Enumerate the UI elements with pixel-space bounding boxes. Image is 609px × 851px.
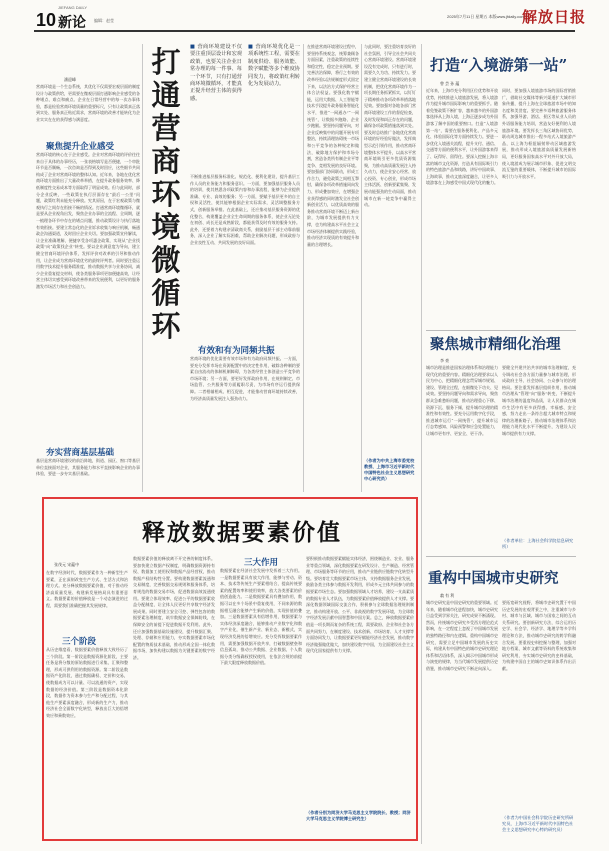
section-editor: 编辑：赵莹 [94,18,114,23]
newspaper-logo: 解放日报 [522,8,587,26]
feature-subhead-2: 三大作用 [244,557,279,567]
masthead-rule [34,30,575,32]
top-article-dek-left: ■ 营商环境建设不仅要注重顶层设计和宏观政策，也要关注企业日常办理的每一件事、每一个环节，只有打通营商环境微循环，才能真正提升经营主体的获得感。 [190,44,242,102]
top-article-text-7: 与此同时，要注重培育良好的社会氛围，引导全社会共同关心营商环境建设。营商环境建设没有完成时，只有进行时，需要久久为功、持续发力。要建立健全营商环境建设的长效机制，把优化营商环境作为一项长期任务抓紧抓实，以钉钉子精神推动各项改革举措落地见效。要加强对各地各部门营商环境建设工作的督促检查，及时发现和纠正存在的问题，确保各项政策措施落到实处。要及时总结推广各地优化营商环境的好经验好做法，发挥典型示范引领作用，推动营商环境整体水平提升，以高水平营商环境吸引更多优质资源集聚，为推动高质量发展注入持久动力，使企业安心经营、放心投资、专心创业，形成市场主体活跃、创新要素集聚、发展动能强劲的生动局面，推动城市在新一轮竞争中赢得主动。 [364,44,416,208]
subhead-2: 夯实营商基层基础 [46,447,115,457]
top-article-dek-right: ■ 营商环境优化是一项系统性工程，需要在制度供给、服务效能、数字赋能等多个维度协同发力，将政策红利转化为发展动力。 [248,44,300,88]
masthead [0,0,609,34]
feature-text-3: 数据要素价值的释放离不开完善的制度体系。要加快建立数据产权制度，明确数据资源持有权、数据加工使用权和数据产品经营权，推动数据产权结构性分置。要构建数据要素流通和交易制度，完善数据交易规则和服务体系，培育规范的数据交易市场，促进数据高效流通使用。要建立体现效率、促进公平的数据要素收益分配制度，让全体人民更好共享数字经济发展成果。同时要建立安全可控、弹性包容的数据要素治理制度，筑牢数据安全保障防线，在保障安全的前提下促进数据开发利用。此外，还应加强数据基础设施建设，提升数据汇聚、处理、存储和应用能力，夯实数据要素市场化配置的物质技术基础，推动形成全国一体化数据市场，加快构建以数据为关键要素的数字经济。 [133,556,215,660]
feature-text-1: 在数字经济时代，数据要素作为一种新型生产要素，正在深刻改变生产方式、生活方式和治理方式。充分释放数据要素价值，对于推动经济高质量发展、构建新发展格局具有重要意义。数据要素的价值释放是一个动态演进的过程，需要我们准确把握其发展规律。 [46,570,128,608]
page-number: 10 [36,10,57,30]
right-top-text-2: 同时，要加强入境旅游市场的国际营销推广，借助社交媒体等新兴渠道扩大城市形象传播，提升上海在全球旅游市场中的知名度和美誉度。要完善多语种旅游服务体系，加强导游、酒店、景区等从业人员的外语服务能力培训，营造友好便利的入境旅游环境。要发挥长三角区域协同优势，联动周边城市推出一程多站式入境旅游产品，以上海为枢纽辐射带动区域旅游发展，推动形成入境旅游高质量发展新格局，更好服务国家高水平对外开放大局，使入境游成为展示城市形象、促进文明交流互鉴的重要载体，不断提升城市的国际吸引力与开放水平。 [502,88,576,179]
right-bottom-text-2: 要拓宽研究视野，将城市史研究置于中国历史发展的宏观背景之中，注重城市与乡村、城市与区域、城市与国家之间的互动关系研究。要创新研究方法，综合运用历史学、社会学、经济学、地理学等多学科理论和方法，推动城市史研究的跨学科融合发展。要重视史料挖掘与整理，加强对地方档案、城市文献等资料的系统收集和研究利用，夯实城市史研究的史料基础，为构建中国自主的城市史知识体系作出贡献。 [502,600,576,671]
column-rule [421,44,422,844]
right-mid-text-1: 城市治理是推进国家治理体系和治理能力现代化的重要内容。精细化治理要求以人民为中心，把精细化理念贯穿城市规划、建设、管理全过程，在细微处下功夫、见成效。要坚持问题导向和需求导向，聚焦群众急难愁盼问题，推动治理重心下移、资源下沉、服务下倾，提升城市治理的精准性和有效性。要充分运用数字化手段，推进城市运行“一网统管”，提升城市运行态势感知、风险预警和应急处置能力，让城市更有序、更安全、更干净。 [426,365,498,436]
section-rule [426,556,576,557]
section-title: 新论 [58,14,86,30]
column-rule [142,44,143,492]
section-rule [426,330,576,331]
right-bottom-footer: （作者为中国社会科学院历史研究所研究员，上海市习近平新时代中国特色社会主义思想研究中心特约研究员） [502,815,574,832]
column-rule [303,44,304,492]
top-article-text-2: 营商环境的核心在于企业感受。企业对营商环境的评价往往来自于具体的办事经历，一张表格填写是否便捷，一个审批环节是否顺畅，一次咨询是否得到及时回应，这些细节共同构成了企业对营商环境的整体认知。近年来，各地在优化营商环境方面推出了大量改革举措，在提升政务服务效率、降低制度性交易成本等方面取得了明显成效。但与此同时，部分企业反映，一些政策在执行层面存在“最后一公里”问题，政策红利未能充分释放。究其原因，在于宏观政策与微观执行之间存在衔接不畅的情况。打通营商环境微循环，就是要从企业视角出发，聚焦企业办事的全流程、全周期，逐一梳理各环节中存在的堵点问题，推动政策设计与执行落地有效衔接。要建立常态化的企业诉求收集与响应机制，畅通政企沟通渠道，及时回应企业关切。要加强政策宣传解读，让企业准确理解、便捷享受各项惠企政策，实现从“企业找政策”向“政策找企业”转变。要以企业满意度为导向，建立健全营商环境评价体系，发挥评价对改革的引导和推动作用，让企业成为营商环境优劣的最终评判者。同时要注重运用数字技术提升服务精准度，推动数据共享与业务协同，减少企业重复提交材料，使各类服务事项更加便捷高效，让经营主体切实感受到环境改善带来的发展便利，以更好的服务激发市场活力和社会创造力。 [36,152,140,289]
right-top-title: 打造“入境游第一站” [430,56,568,74]
right-top-text-1: 近年来，上海市充分利用区位优势和开放优势，持续推进入境旅游发展，将入境游作为提升城市国际影响力的重要抓手。随着免签政策不断扩容，越来越多的外国游客选择从上海入境，上海正逐步成为外国游客了解中国的重要窗口。打造“入境游第一站”，需要在服务便利化、产品多元化、体验国际化等方面持续发力。要进一步优化入境通关流程，提升支付、通信、交通等方面的便利水平，让外国游客来得了、玩得好、留得住。要深入挖掘上海丰富的城市文化资源，打造具有国际吸引力的特色旅游产品和线路，讲好中国故事、上海故事，推动文旅深度融合，让更多入境游客在上海感受中国式现代化的魅力。 [426,88,498,186]
feature-text-5: 要积极推动数据要素赋能实体经济，围绕制造业、农业、服务业等重点领域，深化数据要素在研发设计、生产制造、经营管理、市场服务等环节的应用，推动产业链供应链数字化转型升级。要培育壮大数据要素市场主体，支持数据服务企业发展，鼓励各类主体参与数据开发利用，形成多元主体共同参与的数据要素市场生态。要加强数据领域人才培养，建设一支高素质的数据专业人才队伍，为数据要素价值释放提供人才支撑。要深化数据领域国际交流合作，积极参与全球数据治理规则制定，推动构建开放、公平、非歧视的数字发展环境，为全球数字经济发展贡献中国智慧和中国方案。总之，释放数据要素价值是一项长期而复杂的系统工程，需要政府、企业和社会各方面共同努力，在制度建设、技术创新、市场培育、人才支撑等方面协同发力，让数据要素更好赋能经济社会发展，推动数字经济做强做优做大，加快建设数字中国，为全面建设社会主义现代化国家提供有力支撑。 [306,556,414,654]
feature-text-2: 从历史维度看，数据要素价值释放大致经历了三个阶段。第一阶段是数据资源化阶段，主要任务是将分散的原始数据进行采集、汇聚和整理，形成可供利用的数据资源。第二阶段是数据资产化阶段，通过数据确权、定价和交易，使数据成为可以计量、可以流通的资产，实现数据的经济价值。第三阶段是数据资本化阶段，数据作为资本参与生产和分配过程，与其他生产要素深度融合，形成新的生产力，推动经济社会全面数字化转型，释放出巨大的倍增效应和乘数效应。 [46,647,128,718]
right-mid-footer: （作者单位：上海社会科学院信息研究所） [502,538,574,549]
feature-text-4: 数据要素在经济社会发展中发挥着三大作用。一是数据要素具有放大作用，能够与劳动、资本、技术等传统生产要素相结合，提高传统要素的配置效率和使用效率，放大各类要素的价值创造能力。二是数据要素具有叠加作用，数据可以在多个场景中重复使用，不同来源的数据相互融合能够产生新的价值，实现价值的叠加。三是数据要素具有倍增作用，数据要素与实体经济深度融合，能够推动产业数字化和数字产业化，催生新产业、新业态、新模式，实现经济发展的倍增效应。充分发挥数据要素作用，需要加强数据开放共享，打破数据壁垒和信息孤岛，推动公共数据、企业数据、个人数据分类分级确权授权使用，在依法合规的前提下最大限度释放数据价值。 [220,568,302,666]
right-top-author: 曾 芸 孙 蕴 [440,81,460,86]
right-mid-title: 聚焦城市精细化治理 [430,336,561,353]
right-mid-author: 李 豪 [440,358,450,363]
subhead-1: 聚焦提升企业感受 [46,141,115,151]
top-article-author: 潘迎峰 [64,77,76,82]
right-bottom-text-1: 城市史研究是中国史研究的重要领域。近年来，随着城市化进程加快，城市史研究日益受到学界关注，研究成果不断涌现。然而，传统城市史研究多受西方理论范式影响，在一定程度上忽视了中国城市发展的独特路径和内在逻辑。重构中国城市史研究，需要立足中国城市发展的历史实际，构建具有中国特色的城市史研究理论体系和话语体系，深入揭示中国城市形成与演变的规律，为当代城市发展提供历史借鉴，推动城市史研究不断走向深入。 [426,600,498,671]
top-article-text-4: 不断推进基层服务标准化、规范化、便利化建设，提升基层工作人员的业务能力和服务意识。一方面，要加强基层服务人员的培训，使其熟悉各项政策内容和办事流程，能够为企业提供准确、专业、高效的服务；另一方面，要赋予基层更多的自主权和灵活性，使其能够根据企业实际需求，灵活调整服务方式，创新服务举措。在此基础上，还应推动基层服务资源的优化整合，构建覆盖企业全生命周期的服务体系，使企业无论处在初创、成长还是成熟阶段，都能获得及时有效的服务支持。此外，还要着力构建亲清政商关系，鼓励基层干部主动靠前服务，深入企业了解实际困难，帮助企业解决问题，形成政府与企业良性互动、共同发展的良好局面。 [190,174,300,245]
top-article-text-6: 在推进营商环境建设过程中，要坚持系统观念，统筹兼顾各方面因素，注重政策的连续性和稳定性，稳定企业预期。要完善法治保障，将行之有效的改革经验以法规制度形式固定下来，以法治方式保护经营主体合法权益。要强化数字赋能，运用大数据、人工智能等技术手段提升政务服务智能化水平，推进“一网通办”“一网统管”，让数据多跑路、企业少跑腿。要坚持问题导向，对企业反映集中的问题开展专项整治，持续清理妨碍统一市场和公平竞争的各种规定和做法，破除地方保护和市场分割，营造各类所有制企业平等竞争、竞相发展的良好环境。要加强部门协同联动，形成工作合力，避免政策之间相互掣肘，确保各项改革措施同向发力、形成叠加效应，在增强企业获得感的同时激发全社会创新创业活力，以优质高效的服务推动营商环境不断迈上新台阶，为城市发展提供有力支撑，也为构建高水平社会主义市场经济体制提供实践经验，推动经济实现质的有效提升和量的合理增长。 [307,44,359,247]
feature-title: 释放数据要素价值 [142,519,342,546]
subhead-3: 有效和有为同频共振 [198,345,275,355]
right-bottom-title: 重构中国城市史研究 [428,570,559,587]
issue-date: 2025年7月11日 星期五 本版www.jfdaily.com [447,14,525,19]
top-article-text-5: 营商环境的优化需要有效市场和有为政府同频共振。一方面，要充分发挥市场在资源配置中的决定性作用，破除各种制约要素自由流动的体制机制障碍，为各类经营主体创造公平竞争的市场环境；另一方面，要更好发挥政府作用，在规则制定、市场监管、公共服务等方面履职尽责，为市场有序运行提供保障。二者相辅相成、相互促进，才能推动营商环境持续改善，为经济高质量发展注入强劲动力。 [190,356,300,401]
top-article-title: 打通营商环境微循环 [151,45,181,343]
right-mid-text-2: 要健全共建共治共享的城市治理制度，充分调动社会各方面力量参与城市治理，形成政府主导、社会协同、公众参与的治理格局。要注重发挥基层组织作用，推动城市治理从“管理”向“服务”转变，不断提升城市治理的温度和品质，让人民群众在城市生活中有更多获得感、幸福感、安全感，努力走出一条符合超大城市特点和规律的治理新路子，推动城市治理体系和治理能力现代化水平不断提升，为建设人民城市提供有力支撑。 [502,365,576,436]
feature-subhead-1: 三个阶段 [62,636,97,646]
feature-footer: （作者分别为同济大学马克思主义学院院长、教授；同济大学马克思主义学院博士研究生） [306,810,411,821]
column-rule [361,44,362,492]
feature-author: 张茂元 宋蕴中 [54,562,80,567]
top-article-footer: （作者为中共上海市委党校教授、上海市习近平新时代中国特色社会主义思想研究中心研究员） [364,458,415,481]
top-article-text-1: 营商环境是一个生态系统，其优化不仅需要宏观层面的制度设计与政策供给，更需要在微观层面打通影响企业感受的各种堵点、难点和痛点。企业在日常经营中的每一次办事体验，都是检验营商环境质量的重要标尺，只有让政策真正落到实处、服务真正贴近需求，营商环境的改善才能转化为企业实实在在的获得感与满意度。 [36,84,140,122]
top-article-text-3: 基层是营商环境建设的前沿阵地，街道、园区、窗口等基层单位直接面对企业，其服务能力和水平直接影响企业的办事体验，要进一步夯实基层基础。 [36,458,140,477]
right-bottom-author: 翁 有 利 [440,593,455,598]
edition-label: JIEFANG DAILY [58,5,88,10]
